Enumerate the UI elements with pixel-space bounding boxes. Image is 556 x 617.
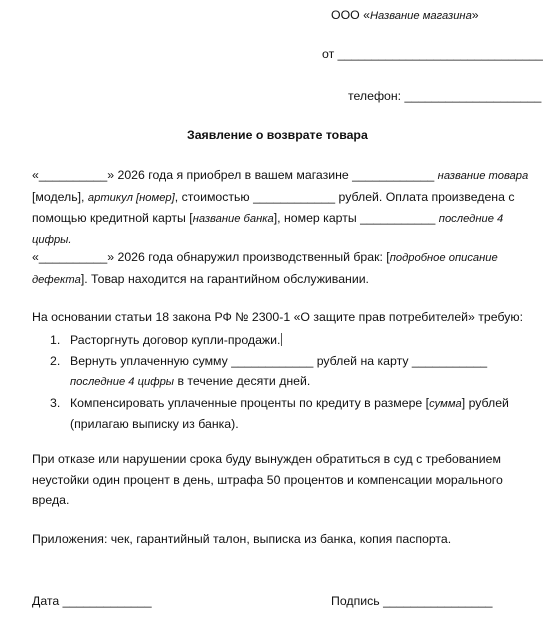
date-field: Дата _____________ [32,594,152,608]
signature-field: Подпись ________________ [331,594,493,608]
p4-line-1: При отказе или нарушении срока буду вынужден обратиться в суд с требованием [32,452,501,466]
paragraph-defect [32,247,498,290]
list-item-continuation: последние 4 цифры в течение десяти дней. [70,374,311,388]
list-item: 2. Вернуть уплаченную сумму ____________ рублей на карту ___________ [50,353,488,368]
p2-line-2: дефекта]. Товар находится на гарантийном обслуживании. [32,271,369,286]
document-title: Заявление о возврате товара [187,128,368,142]
paragraph-purchase [32,165,528,250]
text-cursor [281,333,282,346]
phone-line: телефон: ____________________ [348,89,542,103]
paragraph-warning [32,449,503,511]
company-suffix: » [471,8,479,22]
p1-line-3: помощью кредитной карты [название банка], номер карты ___________ последние 4 [32,211,504,225]
company-name: Название магазина [369,10,472,22]
demands-list [50,330,509,435]
from-line: от ______________________________ [322,47,543,61]
list-item: 3. Компенсировать уплаченные проценты по кредиту в размере [сумма] рублей [50,395,509,410]
p4-line-3: вреда. [32,493,70,507]
p1-line-2: [модель], артикул [номер], стоимостью ____________ рублей. Оплата произведена с [32,189,515,204]
company-prefix: ООО « [331,8,370,22]
paragraph-demands [32,307,523,328]
attachments-line: Приложения: чек, гарантийный талон, выписка из банка, копия паспорта. [32,532,452,546]
p1-line-1: «__________» 2026 года я приобрел в вашем магазине ____________ название товара [32,168,529,182]
list-item: 1. Расторгнуть договор купли-продажи. [50,333,281,347]
p4-line-2: неустойки один процент в день, штрафа 50 процентов и компенсации морального [32,472,503,487]
demands-intro: На основании статьи 18 закона РФ № 2300-1 «О защите прав потребителей» требую: [32,310,524,324]
p2-line-1: «__________» 2026 года обнаружил производственный брак: [подробное описание [32,250,498,264]
p1-line-4: цифры. [32,233,72,246]
company-line [331,8,479,22]
list-item-continuation: (прилагаю выписку из банка). [70,417,239,431]
